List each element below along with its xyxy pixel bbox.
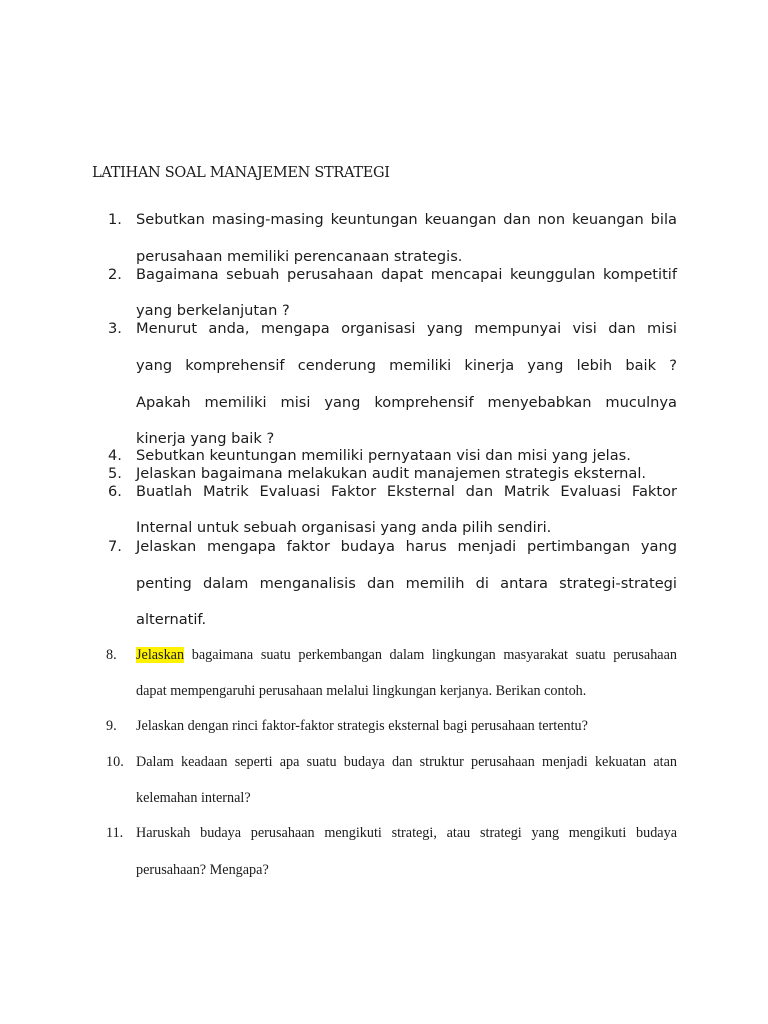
- question-number: 9.: [106, 718, 117, 734]
- question-line: Apakah memiliki misi yang komprehensif menyebabkan muculnya: [136, 394, 677, 411]
- question-number: 11.: [106, 825, 124, 841]
- question-line: perusahaan? Mengapa?: [136, 862, 269, 878]
- question-line: Buatlah Matrik Evaluasi Faktor Eksternal dan Matrik Evaluasi Faktor: [136, 483, 677, 500]
- question-line: Bagaimana sebuah perusahaan dapat mencapai keunggulan kompetitif: [136, 266, 677, 283]
- question-line: perusahaan memiliki perencanaan strategis.: [136, 248, 463, 265]
- question-number: 4.: [108, 447, 122, 464]
- question-number: 10.: [106, 754, 124, 770]
- question-line: [136, 647, 677, 664]
- question-line: alternatif.: [136, 611, 207, 628]
- question-number: 2.: [108, 266, 122, 283]
- question-line: Jelaskan mengapa faktor budaya harus menjadi pertimbangan yang: [136, 538, 677, 555]
- question-line: Dalam keadaan seperti apa suatu budaya dan struktur perusahaan menjadi kekuatan atan: [136, 754, 677, 770]
- question-number: 1.: [108, 211, 122, 228]
- question-line: Jelaskan bagaimana melakukan audit manajemen strategis eksternal.: [136, 465, 647, 482]
- question-line: dapat mempengaruhi perusahaan melalui lingkungan kerjanya. Berikan contoh.: [136, 683, 587, 699]
- question-line: yang komprehensif cenderung memiliki kinerja yang lebih baik ?: [136, 357, 677, 374]
- question-line: kinerja yang baik ?: [136, 430, 275, 447]
- highlighted-word: Jelaskan: [136, 647, 185, 663]
- question-number: 8.: [106, 647, 117, 663]
- question-number: 5.: [108, 465, 122, 482]
- question-line: Menurut anda, mengapa organisasi yang mempunyai visi dan misi: [136, 320, 677, 337]
- question-number: 3.: [108, 320, 122, 337]
- page-title: LATIHAN SOAL MANAJEMEN STRATEGI: [92, 165, 390, 181]
- question-line: Sebutkan masing-masing keuntungan keuangan dan non keuangan bila: [136, 211, 677, 228]
- question-number: 7.: [108, 538, 122, 555]
- question-line: Sebutkan keuntungan memiliki pernyataan visi dan misi yang jelas.: [136, 447, 631, 464]
- question-line: Haruskah budaya perusahaan mengikuti strategi, atau strategi yang mengikuti budaya: [136, 825, 677, 841]
- question-line: Jelaskan dengan rinci faktor-faktor strategis eksternal bagi perusahaan tertentu?: [136, 718, 588, 734]
- question-line: Internal untuk sebuah organisasi yang anda pilih sendiri.: [136, 519, 552, 536]
- question-line: penting dalam menganalisis dan memilih di antara strategi-strategi: [136, 575, 677, 592]
- question-number: 6.: [108, 483, 122, 500]
- question-text: bagaimana suatu perkembangan dalam lingkungan masyarakat suatu perusahaan: [184, 647, 677, 663]
- question-line: kelemahan internal?: [136, 790, 251, 806]
- question-line: yang berkelanjutan ?: [136, 302, 290, 319]
